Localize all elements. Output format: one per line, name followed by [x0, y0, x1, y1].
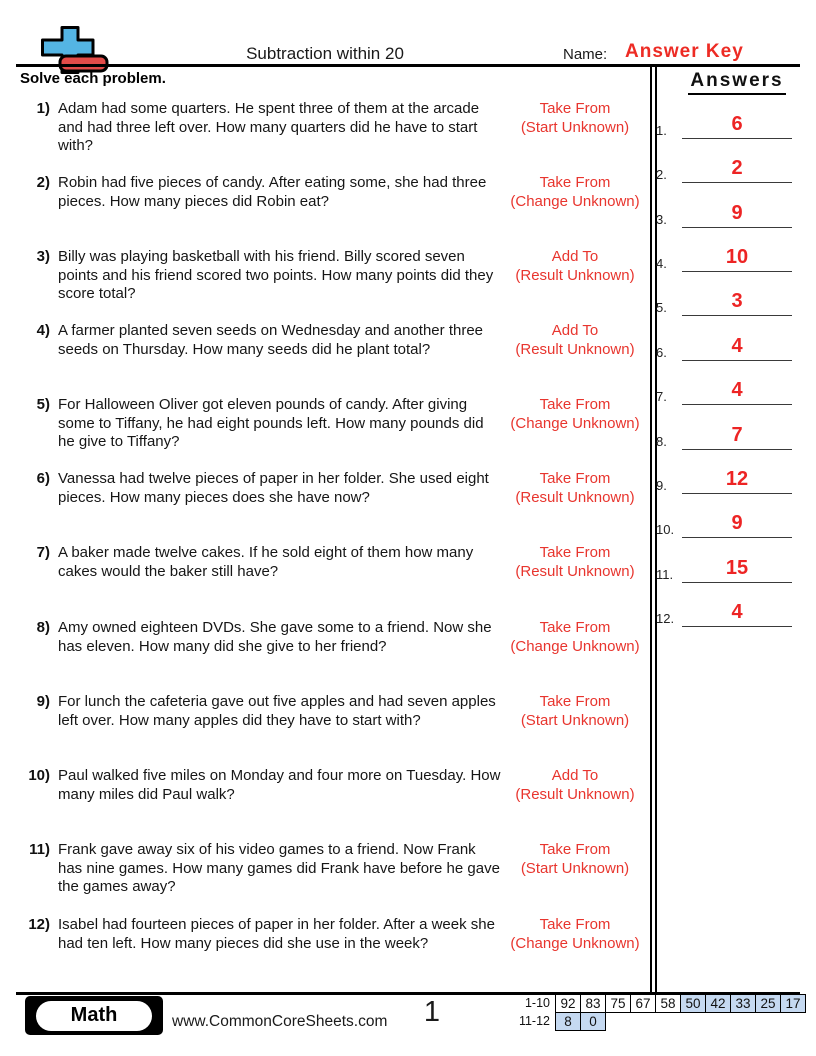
- problem-subtype: (Result Unknown): [515, 340, 635, 358]
- problem-number: 6): [36, 470, 50, 487]
- problem-type: Take From: [539, 841, 611, 858]
- problem-type-label: [500, 174, 650, 211]
- problem-number: 12): [28, 916, 50, 933]
- problem-4: [28, 322, 650, 359]
- answer-blank-line: [682, 587, 792, 627]
- answer-blank-line: [682, 365, 792, 405]
- answer-number: 2.: [656, 167, 667, 182]
- problem-3: [28, 248, 650, 304]
- problem-number: 10): [28, 767, 50, 784]
- answer-value: 10: [725, 246, 749, 268]
- problem-8: [28, 619, 650, 656]
- answer-blank-line: [682, 232, 792, 272]
- answer-1: [656, 99, 796, 139]
- answer-2: [656, 143, 796, 183]
- problem-text: Isabel had fourteen pieces of paper in her folder. After a week she had ten left. How many pieces did she use in the week?: [58, 916, 495, 952]
- problem-text: A baker made twelve cakes. If he sold eight of them how many cakes would the baker still have?: [58, 544, 474, 580]
- answer-number: 9.: [656, 478, 667, 493]
- problem-subtype: (Result Unknown): [515, 562, 635, 580]
- answer-number: 4.: [656, 256, 667, 271]
- answer-value: 4: [731, 601, 743, 623]
- score-cell: 17: [780, 994, 806, 1013]
- score-cell: 42: [705, 994, 731, 1013]
- problem-type-label: [500, 100, 650, 137]
- page-number: 1: [423, 996, 441, 1028]
- answer-10: [656, 498, 796, 538]
- problem-type: Take From: [539, 396, 611, 413]
- problem-type: Take From: [539, 174, 611, 191]
- problem-subtype: (Start Unknown): [520, 859, 630, 877]
- subject-label: Math: [36, 1001, 152, 1031]
- problem-number: 11): [29, 841, 50, 858]
- problem-12: [28, 916, 650, 953]
- score-cell: 0: [580, 1012, 606, 1031]
- answer-number: 3.: [656, 212, 667, 227]
- problem-text: Amy owned eighteen DVDs. She gave some to a friend. Now she has eleven. How many did she give to her friend?: [58, 619, 492, 655]
- answer-blank-line: [682, 99, 792, 139]
- problem-type: Take From: [539, 693, 611, 710]
- problem-type-label: [500, 470, 650, 507]
- score-cell: 67: [630, 994, 656, 1013]
- answer-number: 5.: [656, 300, 667, 315]
- score-row-label: 1-10: [524, 996, 550, 1010]
- problem-type: Add To: [551, 767, 599, 784]
- answer-5: [656, 276, 796, 316]
- problem-subtype: (Result Unknown): [515, 266, 635, 284]
- problem-text: Frank gave away six of his video games to a friend. Now Frank has nine games. How many games did Frank have before he gave the games away?: [58, 841, 500, 896]
- answer-blank-line: [682, 276, 792, 316]
- problem-number: 8): [36, 619, 50, 636]
- answer-value: 4: [731, 335, 743, 357]
- answer-4: [656, 232, 796, 272]
- answer-value: 7: [731, 424, 743, 446]
- answer-blank-line: [682, 454, 792, 494]
- answer-blank-line: [682, 498, 792, 538]
- score-cell: 8: [555, 1012, 581, 1031]
- score-table: [506, 994, 806, 1031]
- problem-10: [28, 767, 650, 804]
- answer-value: 9: [731, 512, 743, 534]
- answer-9: [656, 454, 796, 494]
- answer-blank-line: [682, 410, 792, 450]
- problem-type-label: [500, 396, 650, 433]
- problem-type: Take From: [539, 470, 611, 487]
- score-cell: 33: [730, 994, 756, 1013]
- score-cell: 83: [580, 994, 606, 1013]
- answer-11: [656, 543, 796, 583]
- problem-2: [28, 174, 650, 211]
- problem-subtype: (Start Unknown): [520, 711, 630, 729]
- answer-blank-line: [682, 188, 792, 228]
- answer-value: 4: [731, 379, 743, 401]
- problem-text: For Halloween Oliver got eleven pounds of candy. After giving some to Tiffany, he had eight pounds left. How many pounds did he give to Tiffany?: [58, 396, 484, 451]
- answer-number: 6.: [656, 345, 667, 360]
- answer-6: [656, 321, 796, 361]
- answer-blank-line: [682, 321, 792, 361]
- problem-number: 1): [36, 100, 50, 117]
- answer-number: 8.: [656, 434, 667, 449]
- problem-subtype: (Change Unknown): [510, 414, 640, 432]
- problem-text: For lunch the cafeteria gave out five apples and had seven apples left over. How many apples did they have to start with?: [58, 693, 496, 729]
- problem-type-label: [500, 544, 650, 581]
- header-divider-line: [16, 64, 800, 67]
- name-value-answer-key: Answer Key: [625, 41, 744, 62]
- answer-number: 7.: [656, 389, 667, 404]
- problem-text: A farmer planted seven seeds on Wednesday and another three seeds on Thursday. How many seeds did he plant total?: [58, 322, 484, 358]
- problem-text: Billy was playing basketball with his friend. Billy scored seven points and his friend scored two points. How many points did they score total?: [58, 248, 494, 303]
- problem-text: Robin had five pieces of candy. After eating some, she had three pieces. How many pieces did Robin eat?: [58, 174, 487, 210]
- problem-type-label: [500, 619, 650, 656]
- score-row-11-12: [506, 1012, 806, 1031]
- subject-badge: [25, 996, 163, 1035]
- problem-9: [28, 693, 650, 730]
- answer-value: 3: [731, 290, 743, 312]
- problem-text: Adam had some quarters. He spent three of them at the arcade and had three left over. How many quarters did he have to start with?: [58, 100, 480, 155]
- score-cell: 58: [655, 994, 681, 1013]
- answer-12: [656, 587, 796, 627]
- answers-heading-text: Answers: [688, 70, 785, 95]
- problem-type-label: [500, 767, 650, 804]
- problem-type-label: [500, 841, 650, 878]
- problem-type: Take From: [539, 619, 611, 636]
- answer-7: [656, 365, 796, 405]
- answer-number: 11.: [656, 567, 674, 582]
- problem-11: [28, 841, 650, 897]
- answer-value: 6: [731, 113, 743, 135]
- answer-8: [656, 410, 796, 450]
- answer-value: 2: [731, 157, 743, 179]
- problem-7: [28, 544, 650, 581]
- problem-subtype: (Result Unknown): [515, 785, 635, 803]
- problem-number: 9): [36, 693, 50, 710]
- problem-text: Vanessa had twelve pieces of paper in her folder. She used eight pieces. How many pieces does she have now?: [58, 470, 489, 506]
- problem-type-label: [500, 693, 650, 730]
- problem-6: [28, 470, 650, 507]
- answers-heading: [658, 70, 816, 95]
- website-url: www.CommonCoreSheets.com: [172, 1013, 388, 1030]
- problem-type-label: [500, 248, 650, 285]
- problem-number: 7): [36, 544, 50, 561]
- problem-subtype: (Result Unknown): [515, 488, 635, 506]
- score-cell: 75: [605, 994, 631, 1013]
- problem-type: Take From: [539, 100, 611, 117]
- problem-type: Add To: [551, 322, 599, 339]
- problem-number: 3): [36, 248, 50, 265]
- instruction-text: Solve each problem.: [20, 70, 166, 87]
- answer-value: 12: [725, 468, 749, 490]
- problem-number: 4): [36, 322, 50, 339]
- problem-type-label: [500, 322, 650, 359]
- problem-text: Paul walked five miles on Monday and four more on Tuesday. How many miles did Paul walk?: [58, 767, 501, 803]
- answer-blank-line: [682, 143, 792, 183]
- problem-number: 5): [36, 396, 50, 413]
- problem-subtype: (Change Unknown): [510, 934, 640, 952]
- problem-type: Take From: [539, 916, 611, 933]
- problem-type-label: [500, 916, 650, 953]
- answer-value: 9: [731, 202, 743, 224]
- answer-value: 15: [725, 557, 749, 579]
- score-cell: 92: [555, 994, 581, 1013]
- problem-subtype: (Change Unknown): [510, 192, 640, 210]
- answer-number: 1.: [656, 123, 667, 138]
- answer-blank-line: [682, 543, 792, 583]
- problem-1: [28, 100, 650, 156]
- score-row-1-10: [506, 994, 806, 1013]
- score-row-label: 11-12: [518, 1014, 550, 1028]
- score-cell: 50: [680, 994, 706, 1013]
- answer-number: 10.: [656, 522, 675, 537]
- score-cell: 25: [755, 994, 781, 1013]
- answer-number: 12.: [656, 611, 675, 626]
- answer-3: [656, 188, 796, 228]
- problem-subtype: (Change Unknown): [510, 637, 640, 655]
- name-label: Name:: [563, 46, 608, 63]
- problem-type: Add To: [551, 248, 599, 265]
- problem-subtype: (Start Unknown): [520, 118, 630, 136]
- problem-number: 2): [36, 174, 50, 191]
- worksheet-title: Subtraction within 20: [246, 44, 404, 63]
- problem-5: [28, 396, 650, 452]
- problem-type: Take From: [539, 544, 611, 561]
